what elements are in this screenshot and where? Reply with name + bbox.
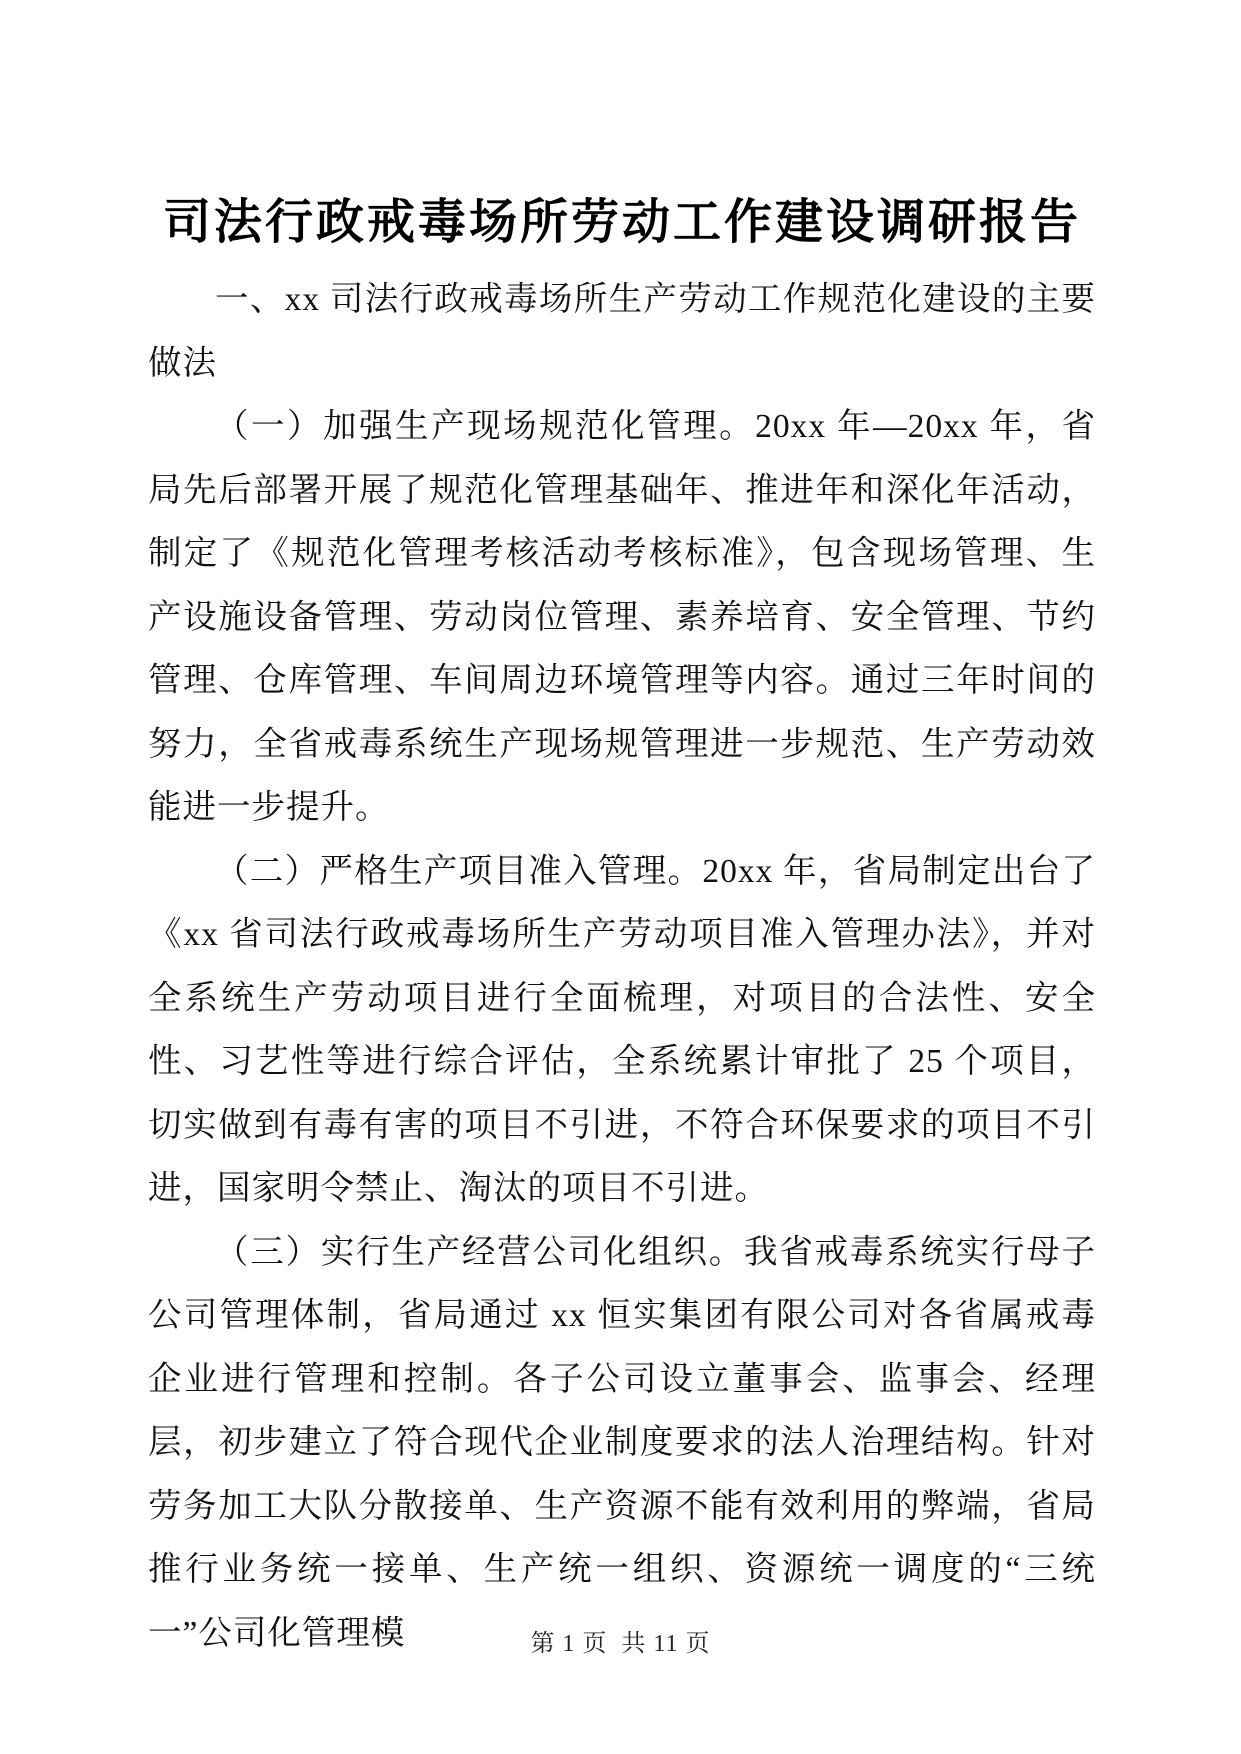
paragraph-section-1: （一）加强生产现场规范化管理。20xx 年—20xx 年，省局先后部署开展了规范化管理基础年、推进年和深化年活动，制定了《规范化管理考核活动考核标准》，包含现场管理、生产设施设备管理、劳动岗位管理、素养培育、安全管理、节约管理、仓库管理、车间周边环境管理等内容。通过三年时间的努力，全省戒毒系统生产现场规管理进一步规范、生产劳动效能进一步提升。 <box>148 408 1096 826</box>
page-number-footer: 第 1 页 共 11 页 <box>530 1631 711 1657</box>
paragraph-section-3: （三）实行生产经营公司化组织。我省戒毒系统实行母子公司管理体制，省局通过 xx 恒实集团有限公司对各省属戒毒企业进行管理和控制。各子公司设立董事会、监事会、经理层，初步建立了符合现代企业制度要求的法人治理结构。针对劳务加工大队分散接单、生产资源不能有效利用的弊端，省局推行业务统一接单、生产统一组织、资源统一调度的“三统一”公司化管理模 <box>148 1233 1096 1652</box>
document-title: 司法行政戒毒场所劳动工作建设调研报告 <box>162 196 1081 249</box>
paragraph-main-heading: 一、xx 司法行政戒毒场所生产劳动工作规范化建设的主要做法 <box>148 281 1096 382</box>
paragraph-section-2: （二）严格生产项目准入管理。20xx 年，省局制定出台了《xx 省司法行政戒毒场所生产劳动项目准入管理办法》，并对全系统生产劳动项目进行全面梳理，对项目的合法性、安全性、习艺性等进行综合评估，全系统累计审批了 25 个项目，切实做到有毒有害的项目不引进，不符合环保要求的项目不引进，国家明令禁止、淘汰的项目不引进。 <box>148 852 1096 1207</box>
document-body <box>148 268 1096 1665</box>
